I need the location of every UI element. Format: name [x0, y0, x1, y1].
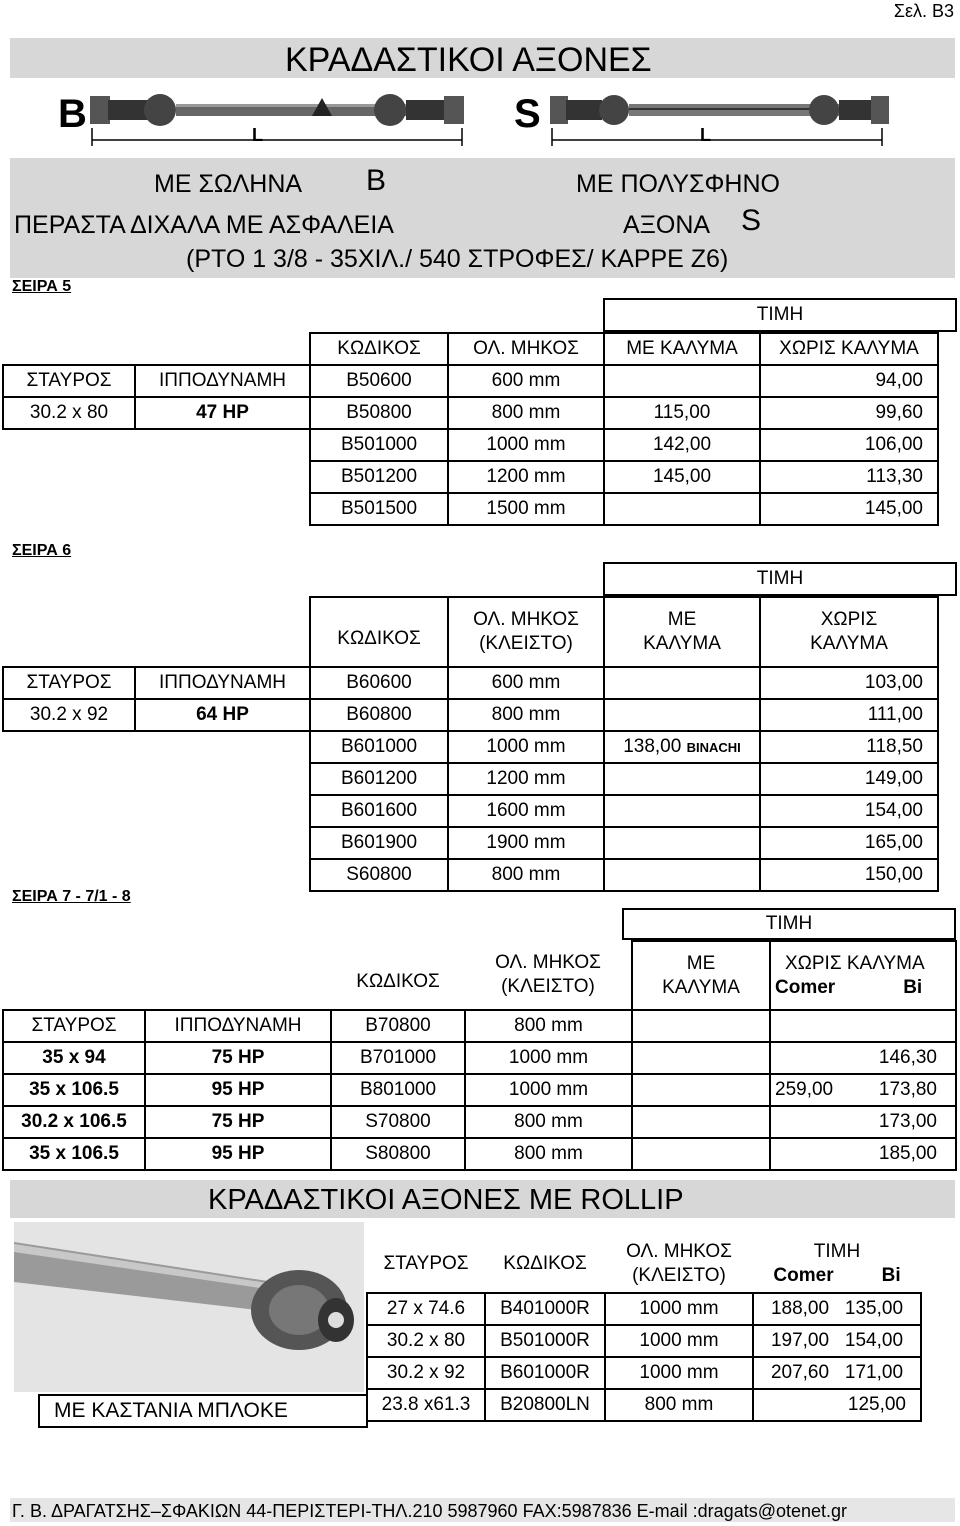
table-row: B701000	[331, 1042, 465, 1074]
price-without-cell: 113,30	[760, 461, 938, 493]
hp-value: 95 HP	[145, 1074, 331, 1106]
price-with-cell	[604, 827, 760, 859]
price-with-cell: 145,00	[604, 461, 760, 493]
length-cell: 1900 mm	[448, 827, 604, 859]
price-without-cell: 185,00	[770, 1138, 956, 1170]
price-with-cell	[604, 763, 760, 795]
price-header: ΤΙΜΗ	[604, 299, 956, 331]
shaft-b-illustration	[90, 84, 470, 154]
price-without-cell: 118,50	[760, 731, 938, 763]
price-with-cell	[604, 699, 760, 731]
price-with-cell	[604, 859, 760, 891]
length-cell: 800 mm	[448, 699, 604, 731]
hp-label: ΙΠΠΟΔΥΝΑΜΗ	[145, 1010, 331, 1042]
code-header: ΚΩΔΙΚΟΣ	[503, 1253, 587, 1274]
rollip-shaft-illustration	[14, 1222, 364, 1392]
price-cell: 207,60 171,00	[753, 1357, 921, 1389]
page-number: Σελ. Β3	[893, 1, 954, 21]
table-row: B60800	[310, 699, 448, 731]
ratchet-block-label: ΜΕ ΚΑΣΤΑΝΙΑ ΜΠΛΟΚΕ	[54, 1399, 288, 1422]
price-cell: 197,00 154,00	[753, 1325, 921, 1357]
table-row: 30.2 x 92	[367, 1357, 485, 1389]
series5-table	[2, 332, 939, 526]
table-row: B60600	[310, 667, 448, 699]
length-cell: 1500 mm	[448, 493, 604, 525]
length-cell: 800 mm	[465, 1138, 632, 1170]
code-cell: B401000R	[485, 1293, 605, 1325]
price-without-cell: 103,00	[760, 667, 938, 699]
length-header: ΟΛ. ΜΗΚΟΣ (ΚΛΕΙΣΤΟ)	[626, 1241, 732, 1286]
table-row: S80800	[331, 1138, 465, 1170]
price-without-cell: 145,00	[760, 493, 938, 525]
length-cell: 1000 mm	[465, 1074, 632, 1106]
price-with-cell	[604, 667, 760, 699]
intro-b-line2: ΠΕΡΑΣΤΑ ΔΙΧΑΛΑ ΜΕ ΑΣΦΑΛΕΙΑ	[14, 211, 394, 239]
s-type-letter: S	[514, 92, 541, 136]
price-without-cell: 111,00	[760, 699, 938, 731]
rollip-table	[366, 1236, 922, 1422]
price-header: ΤΙΜΗ Comer Bi	[773, 1241, 901, 1286]
intro-b-title: ΜΕ ΣΩΛΗΝΑ	[154, 170, 303, 198]
length-cell: 600 mm	[448, 667, 604, 699]
table-row: 27 x 74.6	[367, 1293, 485, 1325]
price-with-cell	[604, 493, 760, 525]
hp-value: 75 HP	[145, 1042, 331, 1074]
series5-price-header	[603, 298, 957, 332]
intro-pto-spec: (PTO 1 3/8 - 35ΧΙΛ./ 540 ΣΤΡΟΦΕΣ/ ΚΑΡΡΕ Ζ6)	[186, 245, 729, 273]
intro-s-line2: ΑΞΟΝΑ	[623, 211, 711, 239]
intro-s-letter: S	[741, 204, 762, 237]
length-cell: 1200 mm	[448, 763, 604, 795]
length-header: ΟΛ. ΜΗΚΟΣ	[448, 333, 604, 365]
length-header: ΟΛ. ΜΗΚΟΣ (ΚΛΕΙΣΤΟ)	[448, 597, 604, 667]
price-without-cell: 99,60	[760, 397, 938, 429]
code-cell: B601000R	[485, 1357, 605, 1389]
hp-value: 95 HP	[145, 1138, 331, 1170]
price-without-cell: 94,00	[760, 365, 938, 397]
length-cell: 800 mm	[448, 859, 604, 891]
shaft-s-illustration	[550, 84, 895, 154]
with-cover-header: ΜΕ ΚΑΛΥΜΑ	[604, 333, 760, 365]
table-row: B50800	[310, 397, 448, 429]
length-cell: 800 mm	[465, 1010, 632, 1042]
series6-price-header	[603, 562, 957, 596]
series5-label: ΣΕΙΡΑ 5	[12, 278, 72, 295]
price-without-cell: 154,00	[760, 795, 938, 827]
footer-contact: Γ. Β. ΔΡΑΓΑΤΣΗΣ–ΣΦΑΚΙΩΝ 44-ΠΕΡΙΣΤΕΡΙ-ΤΗΛ.210 5987960 FAX:5987836 E-mail :dragats@otenet.gr	[12, 1501, 848, 1521]
price-with-cell: 138,00 BINACHI	[604, 731, 760, 763]
code-header: ΚΩΔΙΚΟΣ	[310, 597, 448, 667]
table-row: 30.2 x 80	[367, 1325, 485, 1357]
code-cell: B20800LN	[485, 1389, 605, 1421]
s-length-label: L	[700, 125, 711, 145]
length-header: ΟΛ. ΜΗΚΟΣ (ΚΛΕΙΣΤΟ)	[495, 952, 601, 997]
price-without-cell: 165,00	[760, 827, 938, 859]
table-row: B50600	[310, 365, 448, 397]
without-cover-header: ΧΩΡΙΣ ΚΑΛΥΜΑ	[760, 597, 938, 667]
price-cell: 188,00 135,00	[753, 1293, 921, 1325]
with-cover-header: ΜΕ ΚΑΛΥΜΑ	[632, 941, 770, 1010]
cross-value: 35 x 106.5	[3, 1138, 145, 1170]
table-row: B601900	[310, 827, 448, 859]
price-without-cell: 106,00	[760, 429, 938, 461]
hp-value: 47 HP	[135, 397, 310, 429]
price-header: ΤΙΜΗ	[604, 563, 956, 595]
price-with-cell	[632, 1042, 770, 1074]
length-cell: 1000 mm	[448, 429, 604, 461]
table-row: 23.8 x61.3	[367, 1389, 485, 1421]
length-cell: 800 mm	[605, 1389, 753, 1421]
series6-label: ΣΕΙΡΑ 6	[12, 542, 72, 559]
cross-value: 30.2 x 92	[3, 699, 135, 731]
table-row: B70800	[331, 1010, 465, 1042]
without-cover-header: ΧΩΡΙΣ ΚΑΛΥΜΑ	[760, 333, 938, 365]
table-row: B501500	[310, 493, 448, 525]
b-length-label: L	[252, 125, 263, 145]
hp-label: ΙΠΠΟΔΥΝΑΜΗ	[135, 667, 310, 699]
length-cell: 1600 mm	[448, 795, 604, 827]
price-header: ΤΙΜΗ	[623, 909, 955, 939]
table-row: B501200	[310, 461, 448, 493]
length-cell: 1200 mm	[448, 461, 604, 493]
length-cell: 1000 mm	[605, 1325, 753, 1357]
price-with-cell	[604, 365, 760, 397]
table-row: S70800	[331, 1106, 465, 1138]
series7-label: ΣΕΙΡΑ 7 - 7/1 - 8	[12, 888, 131, 905]
price-with-cell	[632, 1106, 770, 1138]
price-without-cell: 150,00	[760, 859, 938, 891]
table-row: B601200	[310, 763, 448, 795]
hp-label: ΙΠΠΟΔΥΝΑΜΗ	[135, 365, 310, 397]
without-cover-header: ΧΩΡΙΣ ΚΑΛΥΜΑ Comer Bi	[770, 941, 956, 1010]
cross-value: 35 x 94	[3, 1042, 145, 1074]
price-with-cell	[632, 1138, 770, 1170]
length-cell: 1000 mm	[448, 731, 604, 763]
price-with-cell	[604, 795, 760, 827]
table-row: B801000	[331, 1074, 465, 1106]
length-cell: 1000 mm	[605, 1293, 753, 1325]
price-without-cell: 173,00	[770, 1106, 956, 1138]
price-without-cell: 149,00	[760, 763, 938, 795]
cross-label: ΣΤΑΥΡΟΣ	[3, 365, 135, 397]
table-row: B601000	[310, 731, 448, 763]
code-header: ΚΩΔΙΚΟΣ	[356, 971, 440, 992]
cross-label: ΣΤΑΥΡΟΣ	[3, 1010, 145, 1042]
price-with-cell: 115,00	[604, 397, 760, 429]
hp-value: 75 HP	[145, 1106, 331, 1138]
rollip-title: ΚΡΑΔΑΣΤΙΚΟΙ ΑΞΟΝΕΣ ΜΕ ROLLIP	[208, 1184, 684, 1216]
series7-price-header	[622, 908, 956, 940]
cross-label: ΣΤΑΥΡΟΣ	[3, 667, 135, 699]
length-cell: 600 mm	[448, 365, 604, 397]
code-header: ΚΩΔΙΚΟΣ	[310, 333, 448, 365]
price-without-cell	[770, 1010, 956, 1042]
cross-value: 30.2 x 80	[3, 397, 135, 429]
b-type-letter: B	[58, 92, 87, 136]
code-cell: B501000R	[485, 1325, 605, 1357]
price-without-cell: 259,00 173,80	[770, 1074, 956, 1106]
brand-note: BINACHI	[686, 740, 741, 755]
cross-value: 35 x 106.5	[3, 1074, 145, 1106]
hp-value: 64 HP	[135, 699, 310, 731]
price-cell: 125,00	[753, 1389, 921, 1421]
series7-table	[2, 940, 957, 1171]
length-cell: 1000 mm	[465, 1042, 632, 1074]
table-row: S60800	[310, 859, 448, 891]
intro-s-title: ΜΕ ΠΟΛΥΣΦΗΝΟ	[576, 170, 780, 198]
with-cover-header: ΜΕ ΚΑΛΥΜΑ	[604, 597, 760, 667]
price-with-cell: 142,00	[604, 429, 760, 461]
page-title: ΚΡΑΔΑΣΤΙΚΟΙ ΑΞΟΝΕΣ	[285, 41, 652, 79]
price-with-cell	[632, 1074, 770, 1106]
price-without-cell: 146,30	[770, 1042, 956, 1074]
series6-table	[2, 596, 939, 892]
table-row: B501000	[310, 429, 448, 461]
table-row: B601600	[310, 795, 448, 827]
length-cell: 800 mm	[465, 1106, 632, 1138]
length-cell: 800 mm	[448, 397, 604, 429]
length-cell: 1000 mm	[605, 1357, 753, 1389]
price-with-cell	[632, 1010, 770, 1042]
intro-b-letter: B	[366, 164, 387, 197]
cross-value: 30.2 x 106.5	[3, 1106, 145, 1138]
cross-header: ΣΤΑΥΡΟΣ	[383, 1253, 469, 1274]
